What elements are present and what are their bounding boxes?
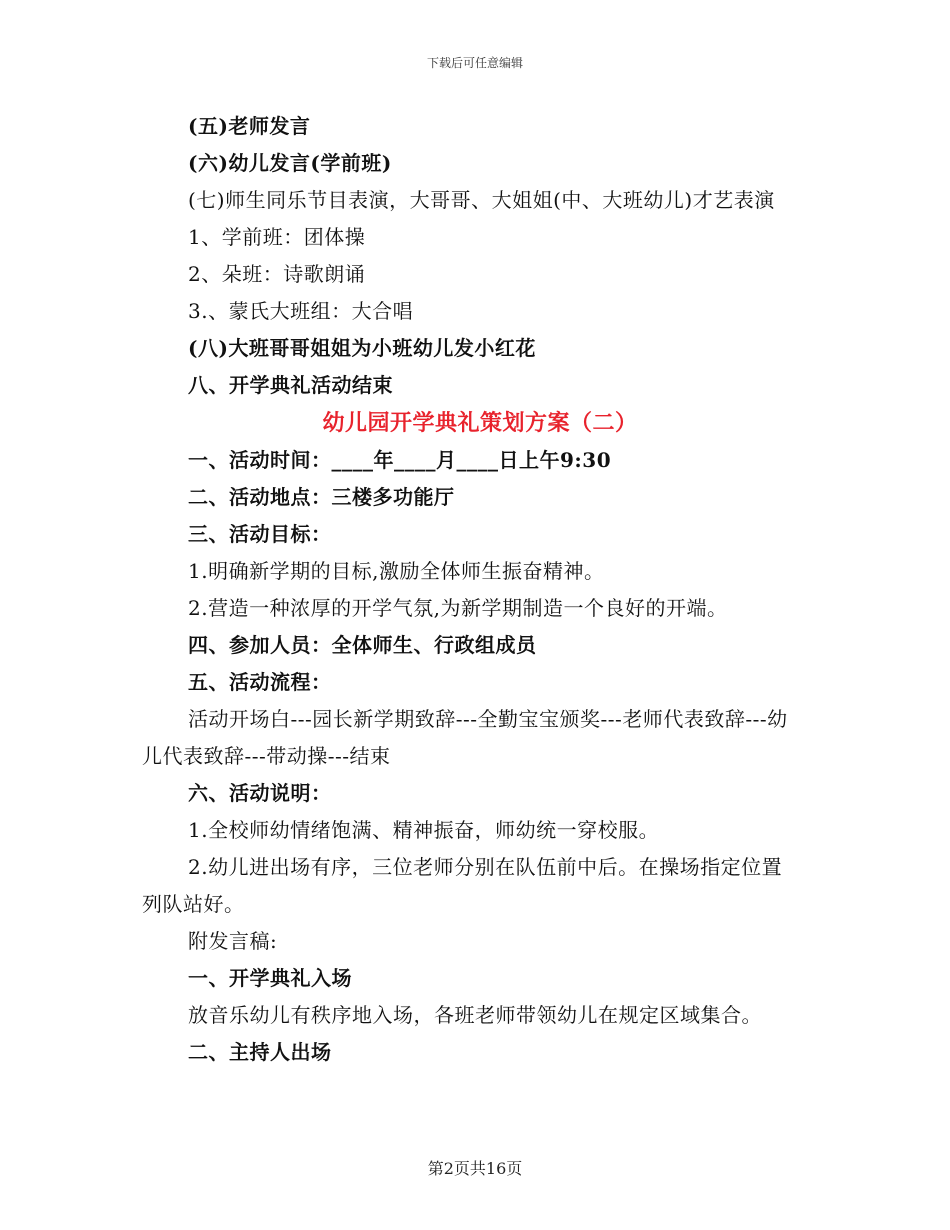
- paragraph: 活动开场白---园长新学期致辞---全勤宝宝颁奖---老师代表致辞---幼儿代表致辞---带动操---结束: [142, 707, 788, 768]
- paragraph: (七)师生同乐节目表演，大哥哥、大姐姐(中、大班幼儿)才艺表演: [188, 188, 775, 212]
- paragraph: 放音乐幼儿有秩序地入场，各班老师带领幼儿在规定区域集合。: [188, 1003, 762, 1027]
- paragraph: 二、主持人出场: [188, 1040, 332, 1064]
- paragraph: 2.营造一种浓厚的开学气氛,为新学期制造一个良好的开端。: [188, 596, 728, 620]
- paragraph: 四、参加人员：全体师生、行政组成员: [188, 633, 537, 657]
- paragraph: 三、活动目标：: [188, 522, 332, 546]
- page-footer: 第2页共16页: [427, 1159, 523, 1178]
- paragraph: (五)老师发言: [188, 114, 311, 138]
- paragraph: 一、活动时间：____年____月____日上午9:30: [188, 448, 612, 472]
- paragraph: 1、学前班：团体操: [188, 225, 366, 249]
- paragraph: 2、朵班：诗歌朗诵: [188, 262, 366, 286]
- paragraph: 六、活动说明：: [188, 781, 332, 805]
- paragraph: 1.明确新学期的目标,激励全体师生振奋精神。: [188, 559, 605, 583]
- paragraph: 一、开学典礼入场: [188, 966, 352, 990]
- paragraph: 3.、蒙氏大班组：大合唱: [188, 299, 414, 323]
- paragraph: 2.幼儿进出场有序，三位老师分别在队伍前中后。在操场指定位置列队站好。: [142, 855, 783, 916]
- paragraph: 五、活动流程：: [188, 670, 332, 694]
- paragraph: (六)幼儿发言(学前班): [188, 151, 392, 175]
- paragraph: 八、开学典礼活动结束: [188, 373, 393, 397]
- document-body: [142, 108, 802, 1071]
- paragraph: (八)大班哥哥姐姐为小班幼儿发小红花: [188, 336, 536, 360]
- page-header: 下载后可任意编辑: [426, 56, 523, 70]
- paragraph: 二、活动地点：三楼多功能厅: [188, 485, 455, 509]
- paragraph: 附发言稿:: [188, 929, 278, 953]
- section-title: 幼儿园开学典礼策划方案（二）: [322, 410, 638, 436]
- paragraph: 1.全校师幼情绪饱满、精神振奋，师幼统一穿校服。: [188, 818, 660, 842]
